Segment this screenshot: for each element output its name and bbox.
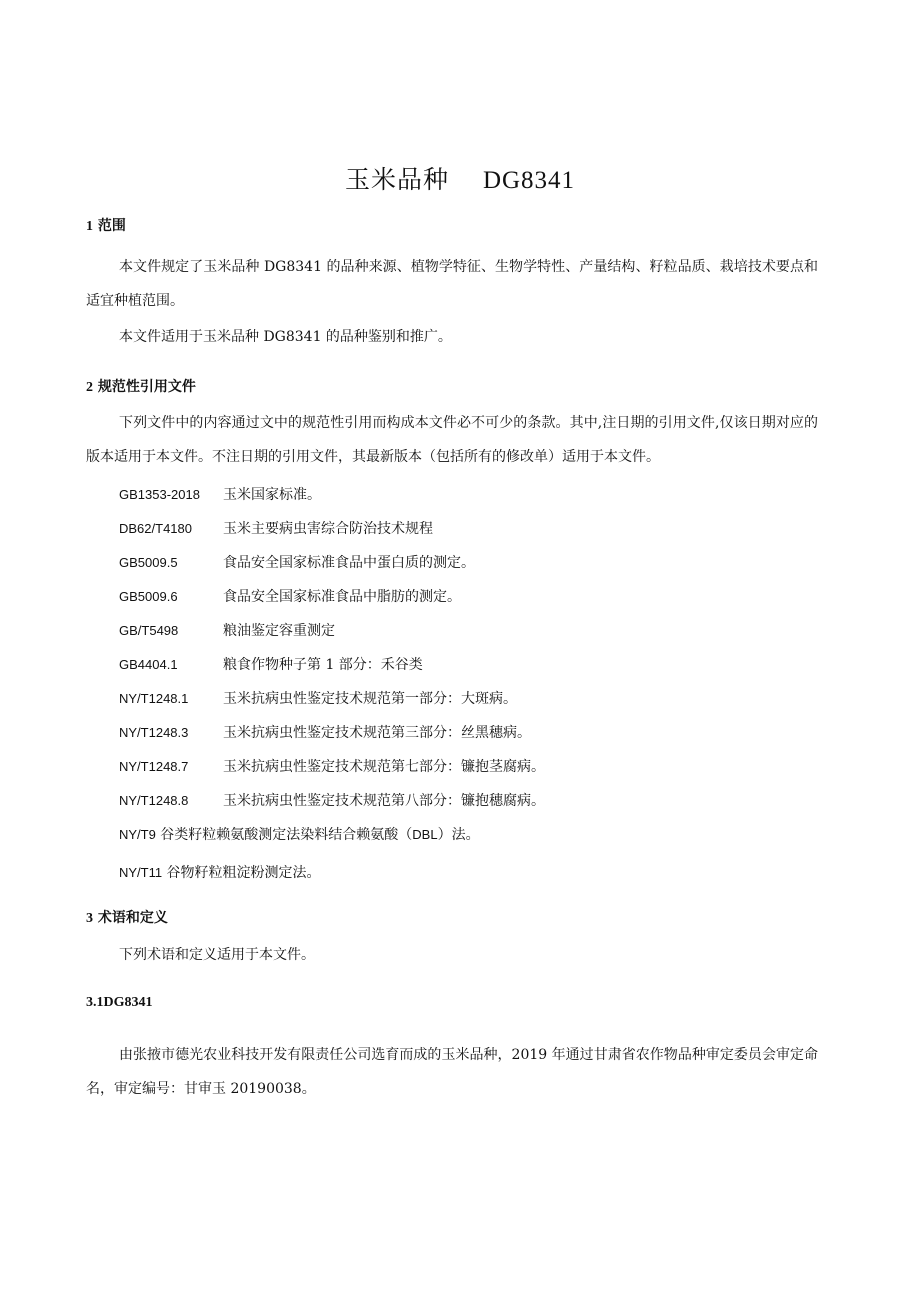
reference-item [119,722,531,742]
section-2-heading: 2 规范性引用文件 [86,379,196,395]
section-3-1-paragraph-1: 由张掖市德光农业科技开发有限责任公司选育而成的玉米品种，2019 年通过甘肃省农作物品种审定委员会审定命名，审定编号：甘审玉 20190038。 [86,1047,818,1097]
reference-title: 粮油鉴定容重测定 [223,623,335,639]
reference-code: GB1353-2018 [119,487,200,502]
reference-title: 食品安全国家标准食品中蛋白质的测定。 [223,555,475,571]
section-1-paragraph-2: 本文件适用于玉米品种 DG8341 的品种鉴别和推广。 [119,329,452,345]
reference-item [119,518,433,538]
section-3-paragraph-1: 下列术语和定义适用于本文件。 [119,947,315,963]
reference-code: NY/T9 [119,827,156,842]
reference-title: 玉米国家标准。 [223,487,321,503]
reference-item [119,654,423,674]
reference-item [119,756,545,776]
reference-code: NY/T11 [119,865,163,880]
reference-title: 玉米抗病虫性鉴定技术规范第三部分：丝黑穗病。 [223,725,531,741]
reference-code: NY/T1248.1 [119,691,189,706]
reference-item [119,688,517,708]
reference-code: NY/T1248.3 [119,725,189,740]
title-code: DG8341 [482,167,576,194]
reference-title: 玉米抗病虫性鉴定技术规范第八部分：镰抱穗腐病。 [223,793,545,809]
reference-item [119,620,335,640]
section-3-heading: 3 术语和定义 [86,910,168,926]
reference-code: GB4404.1 [119,657,178,672]
document-title [0,160,920,196]
section-1-paragraph-1: 本文件规定了玉米品种 DG8341 的品种来源、植物学特征、生物学特性、产量结构、籽粒品质、栽培技术要点和适宜种植范围。 [86,259,818,309]
reference-code: GB5009.5 [119,555,178,570]
reference-item [119,790,545,810]
reference-item [119,862,321,882]
reference-code: DB62/T4180 [119,521,192,536]
reference-title: 粮食作物种子第 1 部分：禾谷类 [223,657,423,673]
reference-title: 谷物籽粒粗淀粉测定法。 [162,865,321,881]
reference-item [119,484,321,504]
reference-title: 食品安全国家标准食品中脂肪的测定。 [223,589,461,605]
reference-title: 玉米主要病虫害综合防治技术规程 [223,521,433,537]
reference-code: NY/T1248.8 [119,793,189,808]
section-2-paragraph-1: 下列文件中的内容通过文中的规范性引用而构成本文件必不可少的条款。其中,注日期的引用文件,仅该日期对应的版本适用于本文件。不注日期的引用文件，其最新版本（包括所有的修改单）适用于本文件。 [86,415,818,465]
reference-item [119,586,461,606]
title-main: 玉米品种 [344,165,449,194]
reference-code: NY/T1248.7 [119,759,189,774]
reference-code: GB5009.6 [119,589,178,604]
section-3-1-heading: 3.1DG8341 [86,995,153,1010]
reference-title-tail: ）法。 [437,827,480,843]
reference-title: 玉米抗病虫性鉴定技术规范第一部分：大斑病。 [223,691,517,707]
reference-abbr: DBL [412,827,438,842]
section-1-heading: 1 范围 [86,218,126,234]
reference-item [119,552,475,572]
reference-title: 谷类籽粒赖氨酸测定法染料结合赖氨酸（ [155,827,413,843]
reference-title: 玉米抗病虫性鉴定技术规范第七部分：镰抱茎腐病。 [223,759,545,775]
reference-item [119,824,480,844]
reference-code: GB/T5498 [119,623,179,638]
